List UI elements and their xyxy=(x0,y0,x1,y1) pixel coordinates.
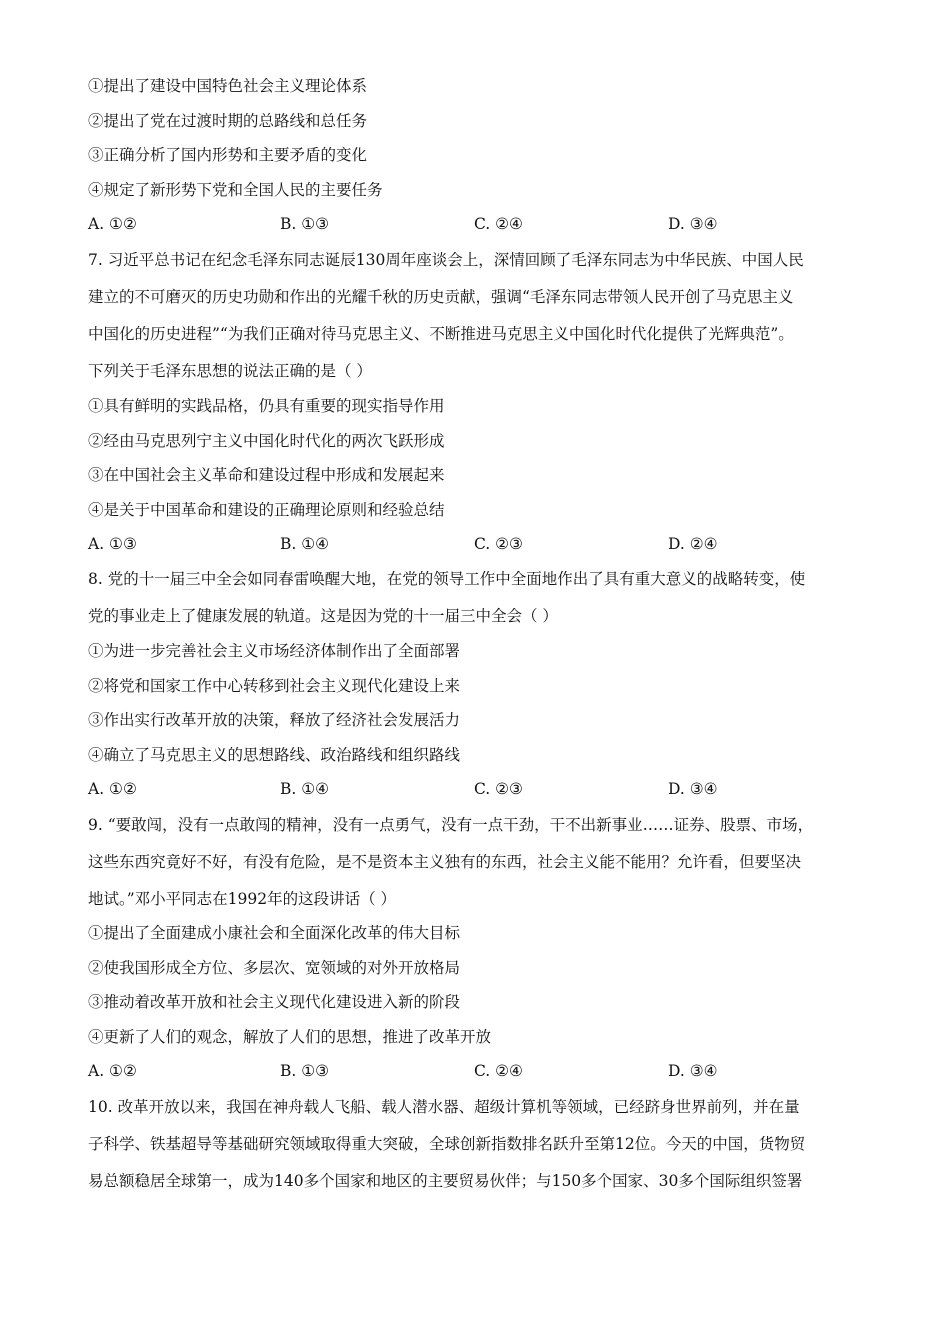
q6-item-3: ③正确分析了国内形势和主要矛盾的变化 xyxy=(88,146,368,164)
q7-item-3: ③在中国社会主义革命和建设过程中形成和发展起来 xyxy=(88,466,445,484)
q8-item-1: ①为进一步完善社会主义市场经济体制作出了全面部署 xyxy=(88,642,461,660)
q7-option-c: C. ②③ xyxy=(474,535,523,553)
q8-item-2: ②将党和国家工作中心转移到社会主义现代化建设上来 xyxy=(88,677,461,695)
q6-item-1: ①提出了建设中国特色社会主义理论体系 xyxy=(88,77,368,95)
q8-item-3: ③作出实行改革开放的决策，释放了经济社会发展活力 xyxy=(88,711,461,729)
q9-stem-line-2: 这些东西究竟好不好，有没有危险，是不是资本主义独有的东西，社会主义能不能用？允许看，但要坚决 xyxy=(88,853,802,871)
q9-option-a: A. ①② xyxy=(88,1062,137,1080)
q9-item-3: ③推动着改革开放和社会主义现代化建设进入新的阶段 xyxy=(88,993,461,1011)
q10-stem-line-1: 10. 改革开放以来，我国在神舟载人飞船、载人潜水器、超级计算机等领域，已经跻身世界前列，并在量 xyxy=(88,1098,800,1116)
q7-stem-line-4: 下列关于毛泽东思想的说法正确的是（ ） xyxy=(88,362,372,380)
q6-item-4: ④规定了新形势下党和全国人民的主要任务 xyxy=(88,181,383,199)
q7-stem-line-1: 7. 习近平总书记在纪念毛泽东同志诞辰130周年座谈会上，深情回顾了毛泽东同志为中华民族、中国人民 xyxy=(88,251,804,269)
q6-option-a: A. ①② xyxy=(88,215,137,233)
q8-option-b: B. ①④ xyxy=(280,780,330,798)
q8-options xyxy=(88,779,868,799)
q7-option-d: D. ②④ xyxy=(668,535,718,553)
q9-option-d: D. ③④ xyxy=(668,1062,718,1080)
q8-option-d: D. ③④ xyxy=(668,780,718,798)
q9-item-2: ②使我国形成全方位、多层次、宽领域的对外开放格局 xyxy=(88,959,461,977)
q6-options xyxy=(88,214,868,234)
q10-stem-line-2: 子科学、铁基超导等基础研究领域取得重大突破，全球创新指数排名跃升至第12位。今天的中国，货物贸 xyxy=(88,1135,806,1153)
q10-stem-line-3: 易总额稳居全球第一，成为140多个国家和地区的主要贸易伙伴；与150多个国家、30多个国际组织签署 xyxy=(88,1172,803,1190)
q7-option-a: A. ①③ xyxy=(88,535,137,553)
q8-item-4: ④确立了马克思主义的思想路线、政治路线和组织路线 xyxy=(88,746,461,764)
q8-stem-line-1: 8. 党的十一届三中全会如同春雷唤醒大地，在党的领导工作中全面地作出了具有重大意义的战略转变，使 xyxy=(88,570,806,588)
q7-item-1: ①具有鲜明的实践品格，仍具有重要的现实指导作用 xyxy=(88,397,445,415)
q6-option-c: C. ②④ xyxy=(474,215,523,233)
q7-stem-line-2: 建立的不可磨灭的历史功勋和作出的光耀千秋的历史贡献，强调“毛泽东同志带领人民开创了马克思主义 xyxy=(88,288,794,306)
q6-option-b: B. ①③ xyxy=(280,215,330,233)
q7-stem-line-3: 中国化的历史进程”“为我们正确对待马克思主义、不断推进马克思主义中国化时代化提供了光辉典范”。 xyxy=(88,325,794,343)
q6-item-2: ②提出了党在过渡时期的总路线和总任务 xyxy=(88,112,368,130)
q9-option-b: B. ①③ xyxy=(280,1062,330,1080)
q8-option-a: A. ①② xyxy=(88,780,137,798)
q9-option-c: C. ②④ xyxy=(474,1062,523,1080)
q9-item-4: ④更新了人们的观念，解放了人们的思想，推进了改革开放 xyxy=(88,1028,492,1046)
q6-option-d: D. ③④ xyxy=(668,215,718,233)
q8-stem-line-2: 党的事业走上了健康发展的轨道。这是因为党的十一届三中全会（ ） xyxy=(88,607,558,625)
q9-item-1: ①提出了全面建成小康社会和全面深化改革的伟大目标 xyxy=(88,924,461,942)
q7-option-b: B. ①④ xyxy=(280,535,330,553)
q9-stem-line-3: 地试。”邓小平同志在1992年的这段讲话（ ） xyxy=(88,890,397,908)
q9-options xyxy=(88,1061,868,1081)
q8-option-c: C. ②③ xyxy=(474,780,523,798)
q7-options xyxy=(88,534,868,554)
q7-item-4: ④是关于中国革命和建设的正确理论原则和经验总结 xyxy=(88,501,445,519)
q7-item-2: ②经由马克思列宁主义中国化时代化的两次飞跃形成 xyxy=(88,432,445,450)
q9-stem-line-1: 9. “要敢闯，没有一点敢闯的精神，没有一点勇气，没有一点干劲，干不出新事业……证券、股票、市场， xyxy=(88,816,814,834)
